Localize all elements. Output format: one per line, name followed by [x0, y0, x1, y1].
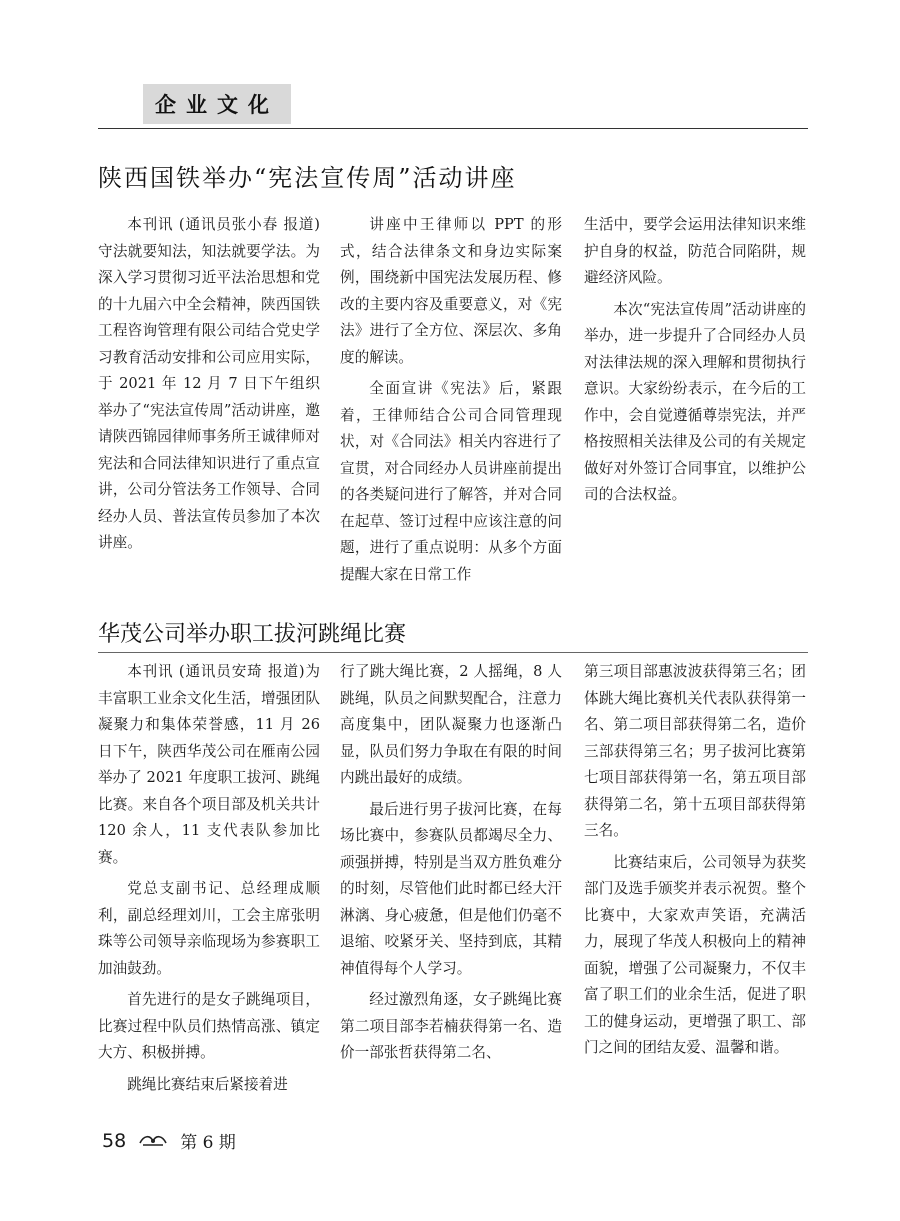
article1-column-1: [98, 212, 320, 562]
article2-byline: 本刊讯 (通讯员安琦 报道): [127, 663, 305, 680]
article2-column-1: [98, 659, 320, 1103]
article2-title: 华茂公司举办职工拔河跳绳比赛: [98, 622, 407, 647]
page-number: 58: [102, 1129, 127, 1152]
article2-paragraph: 第三项目部惠波波获得第三名；团体跳大绳比赛机关代表队获得第一名、第二项目部获得第二名，造价三部获得第三名；男子拔河比赛第七项目部获得第一名，第五项目部获得第二名，第十五项目部获得第三名。: [584, 663, 806, 839]
article2-text: 为丰富职工业余文化生活，增强团队凝聚力和集体荣誉感，11 月 26 日下午，陕西华茂公司在雁南公园举办了 2021 年度职工拔河、跳绳比赛。来自各个项目部及机关共计 120 余人，11 支代表队参加比赛。: [98, 663, 320, 866]
article2-paragraph: 党总支副书记、总经理成顺利，副总经理刘川，工会主席张明珠等公司领导亲临现场为参赛职工加油鼓劲。: [98, 880, 320, 977]
issue-label: 第 6 期: [180, 1133, 236, 1153]
article1-paragraph: 生活中，要学会运用法律知识来维护自身的权益，防范合同陷阱，规避经济风险。: [584, 216, 806, 286]
article2-paragraph: 最后进行男子拔河比赛，在每场比赛中，参赛队员都竭尽全力、顽强拼搏，特别是当双方胜负难分的时刻，尽管他们此时都已经大汗淋漓、身心疲惫，但是他们仍毫不退缩、咬紧牙关、坚持到底，其精神值得每个人学习。: [340, 800, 562, 977]
article1-byline: 本刊讯 (通讯员张小春 报道): [127, 216, 320, 233]
journal-logo-icon: [138, 1133, 168, 1149]
article2-paragraph: [98, 659, 320, 871]
article1-column-2: [340, 212, 562, 593]
article1-paragraph: 讲座中王律师以 PPT 的形式，结合法律条文和身边实际案例，围绕新中国宪法发展历程、修改的主要内容及重要意义，对《宪法》进行了全方位、深层次、多角度的解读。: [340, 216, 562, 366]
article1-paragraph: 本次“宪法宣传周”活动讲座的举办，进一步提升了合同经办人员对法律法规的深入理解和贯彻执行意识。大家纷纷表示，在今后的工作中，会自觉遵循尊崇宪法，并严格按照相关法律及公司的有关规定做好对外签订合同事宜，以维护公司的合法权益。: [584, 300, 806, 503]
article2-paragraph: 首先进行的是女子跳绳项目，比赛过程中队员们热情高涨、镇定大方、积极拼搏。: [98, 991, 320, 1061]
article2-column-2: [340, 659, 562, 1072]
article2-title-underline: [98, 652, 808, 653]
article2-paragraph: 行了跳大绳比赛，2 人摇绳，8 人跳绳，队员之间默契配合，注意力高度集中，团队凝聚力也逐渐凸显，队员们努力争取在有限的时间内跳出最好的成绩。: [340, 663, 562, 786]
article1-title: 陕西国铁举办“宪法宣传周”活动讲座: [98, 164, 517, 192]
article2-paragraph: 比赛结束后，公司领导为获奖部门及选手颁奖并表示祝贺。整个比赛中，大家欢声笑语，充满活力，展现了华茂人积极向上的精神面貌，增强了公司凝聚力，不仅丰富了职工们的业余生活，促进了职工的健身运动，更增强了职工、部门之间的团结友爱、温馨和谐。: [584, 853, 806, 1056]
article1-column-3: [584, 212, 806, 514]
article1-text: 守法就要知法，知法就要学法。为深入学习贯彻习近平法治思想和党的十九届六中全会精神，陕西国铁工程咨询管理有限公司结合党史学习教育活动安排和公司应用实际，于 2021 年 12 月 7 日下午组织举办了“宪法宣传周”活动讲座，邀请陕西锦园律师事务所王诚律师对宪法和合同法律知识进行了重点宣讲，公司分管法务工作领导、合同经办人员、普法宣传员参加了本次讲座。: [98, 242, 320, 551]
article2-paragraph: 跳绳比赛结束后紧接着进: [127, 1075, 288, 1093]
article1-paragraph: 全面宣讲《宪法》后，紧跟着，王律师结合公司合同管理现状，对《合同法》相关内容进行了宣贯，对合同经办人员讲座前提出的各类疑问进行了解答，并对合同在起草、签订过程中应该注意的问题，进行了重点说明：从多个方面提醒大家在日常工作: [340, 380, 562, 583]
article2-column-3: [584, 659, 806, 1067]
article2-paragraph: 经过激烈角逐，女子跳绳比赛第二项目部李若楠获得第一名、造价一部张哲获得第二名、: [340, 991, 562, 1061]
page-footer: [102, 1128, 236, 1153]
section-divider: [98, 128, 808, 129]
article1-paragraph: [98, 212, 320, 557]
section-label: 企业文化: [143, 84, 291, 124]
